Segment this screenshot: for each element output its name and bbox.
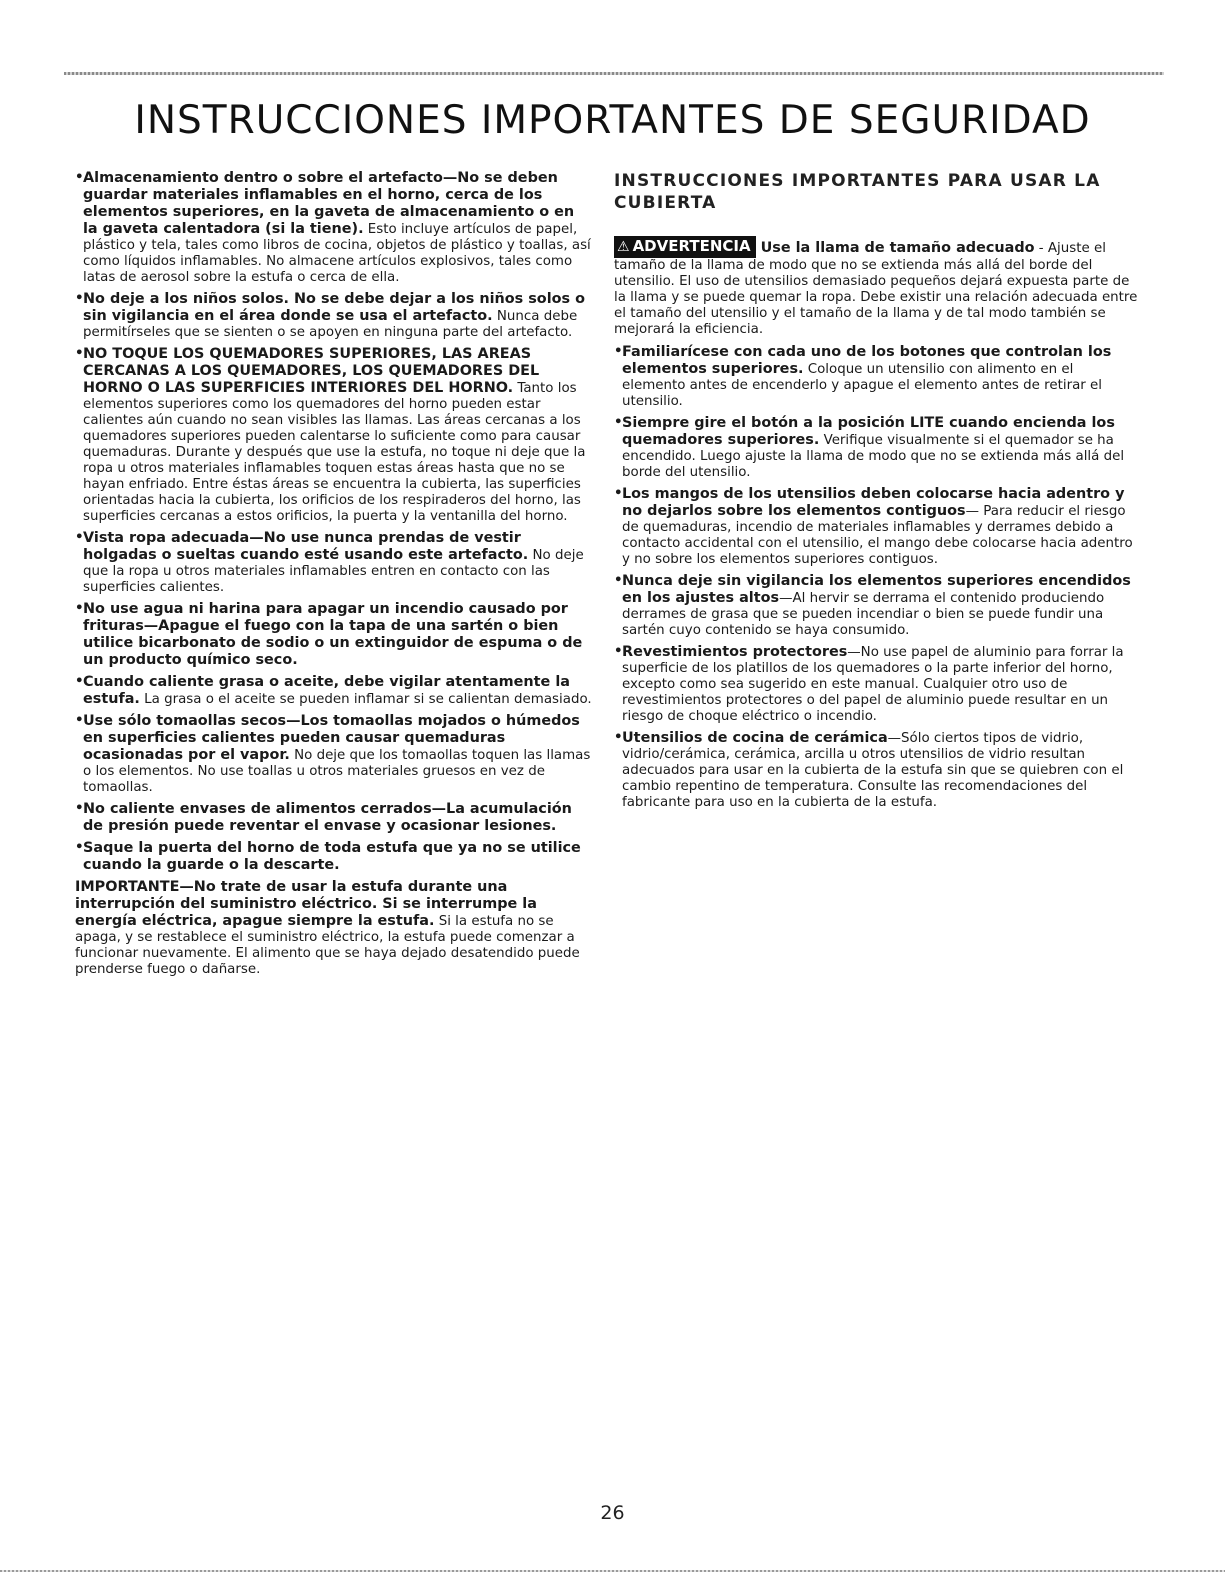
cooktop-item-lite-position — [614, 415, 1138, 481]
bullet-icon: • — [75, 674, 84, 689]
item-body: —No use papel de aluminio para forrar la superficie de los platillos de los quemadores o la parte inferior del horno, excepto como sea sugerido en este manual. Cualquier otro uso de revestimientos protectores o del papel de aluminio puede resultar en un riesgo de choque eléctrico o incendio. — [622, 645, 1124, 724]
item-lead: NO TOQUE LOS QUEMADORES SUPERIORES, LAS AREAS CERCANAS A LOS QUEMADORES, LOS QUEMADORES DEL HORNO O LAS SUPERFICIES INTERIORES DEL HORNO. — [83, 346, 540, 396]
item-lead: Almacenamiento dentro o sobre el artefacto—No se deben guardar materiales inflamables en el horno, cerca de los elementos superiores, en la gaveta de almacenamiento o en la gaveta calentadora (si la tiene). — [83, 170, 575, 237]
cooktop-item-handles — [614, 486, 1138, 568]
item-body: Tanto los elementos superiores como los quemadores del horno pueden estar calientes aún cuando no sean visibles las llamas. Las áreas cercanas a los quemadores superiores pueden calentarse lo suficiente como para causar quemaduras. Durante y después que use la estufa, no toque ni deje que la ropa u otros materiales inflamables toquen estas áreas hasta que no se hayan enfriado. Entre éstas áreas se encuentra la cubierta, las superficies orientadas hacia la cubierta, los orificios de los respiraderos del horno, las superficies cercanas a estos orificios, la puerta y la ventanilla del horno. — [83, 381, 586, 524]
item-lead: Los mangos de los utensilios deben colocarse hacia adentro y no dejarlos sobre los elementos contiguos — [622, 486, 1125, 519]
item-lead: Siempre gire el botón a la posición LITE cuando encienda los quemadores superiores. — [622, 415, 1115, 448]
item-body: La grasa o el aceite se pueden inflamar si se calientan demasiado. — [139, 692, 592, 707]
cooktop-item-controls — [614, 344, 1138, 410]
bullet-icon: • — [614, 344, 623, 359]
bullet-icon: • — [75, 346, 84, 361]
bullet-icon: • — [614, 644, 623, 659]
page-title: INSTRUCCIONES IMPORTANTES DE SEGURIDAD — [134, 98, 1091, 143]
item-body: Nunca debe permitírseles que se sienten o se apoyen en ninguna parte del artefacto. — [83, 309, 578, 340]
bullet-icon: • — [614, 486, 623, 501]
left-column — [75, 170, 593, 984]
bullet-icon: • — [614, 573, 623, 588]
item-lead: Familiarícese con cada uno de los botones que controlan los elementos superiores. — [622, 344, 1112, 377]
important-power-outage — [75, 879, 593, 978]
safety-item-storage — [75, 170, 593, 286]
bullet-icon: • — [75, 801, 84, 816]
right-column — [614, 170, 1138, 816]
warning-lead: Use la llama de tamaño adecuado — [760, 240, 1035, 256]
safety-item-heating-oil — [75, 674, 593, 708]
cooktop-item-liners — [614, 644, 1138, 725]
item-lead: Utensilios de cocina de cerámica — [622, 730, 888, 746]
item-body: No deje que los tomaollas toquen las llamas o los elementos. No use toallas u otros materiales gruesos en vez de tomaollas. — [83, 748, 591, 795]
safety-item-potholders — [75, 713, 593, 796]
item-body: — Para reducir el riesgo de quemaduras, incendio de materiales inflamables y derrames debido a contacto accidental con el utensilio, el mango debe colocarse hacia adentro y no sobre los elementos superiores contiguos. — [622, 504, 1133, 567]
safety-item-clothing — [75, 530, 593, 596]
item-lead: No deje a los niños solos. No se debe dejar a los niños solos o sin vigilancia en el área donde se usa el artefacto. — [83, 291, 585, 324]
item-lead: Revestimientos protectores — [622, 644, 848, 660]
important-body: Si la estufa no se apaga, y se restablece el suministro eléctrico, la estufa puede comenzar a funcionar nuevamente. El alimento que se haya dejado desatendido puede prenderse fuego o dañarse. — [75, 914, 580, 977]
item-lead: No use agua ni harina para apagar un incendio causado por frituras—Apague el fuego con la tapa de una sartén o bien utilice bicarbonato de sodio o un extinguidor de espuma o de un producto químico seco. — [83, 601, 583, 668]
page-number: 26 — [600, 1502, 625, 1524]
important-lead: IMPORTANTE—No trate de usar la estufa durante una interrupción del suministro eléctrico. Si se interrumpe la energía eléctrica, apague siempre la estufa. — [75, 879, 537, 929]
safety-item-oven-door — [75, 840, 593, 874]
item-lead: Vista ropa adecuada—No use nunca prendas de vestir holgadas o sueltas cuando esté usando este artefacto. — [83, 530, 529, 563]
item-lead: No caliente envases de alimentos cerrados—La acumulación de presión puede reventar el envase y ocasionar lesiones. — [83, 801, 572, 834]
bottom-rule — [0, 1570, 1225, 1572]
item-body: —Sólo ciertos tipos de vidrio, vidrio/cerámica, cerámica, arcilla u otros utensilios de vidrio resultan adecuados para usar en la cubierta de la estufa sin que se quiebren con el cambio repentino de temperatura. Consulte las recomendaciones del fabricante para uso en la cubierta de la estufa. — [622, 731, 1124, 810]
safety-item-do-not-touch — [75, 346, 593, 525]
warning-paragraph — [614, 236, 1138, 338]
bullet-icon: • — [75, 291, 84, 306]
item-lead: Saque la puerta del horno de toda estufa que ya no se utilice cuando la guarde o la descarte. — [83, 840, 581, 873]
item-lead: Use sólo tomaollas secos—Los tomaollas mojados o húmedos en superficies calientes pueden causar quemaduras ocasionadas por el vapor. — [83, 713, 580, 763]
safety-item-children — [75, 291, 593, 341]
item-body: Verifique visualmente si el quemador se ha encendido. Luego ajuste la llama de modo que no se extienda más allá del borde del utensilio. — [622, 433, 1125, 480]
item-body: —Al hervir se derrama el contenido produciendo derrames de grasa que se pueden incendiar o bien se puede fundir una sartén cuyo contenido se haya consumido. — [622, 591, 1105, 638]
bullet-icon: • — [75, 713, 84, 728]
bullet-icon: • — [75, 530, 84, 545]
warning-triangle-icon: ⚠ — [617, 239, 630, 255]
bullet-icon: • — [75, 601, 84, 616]
bullet-icon: • — [614, 415, 623, 430]
item-body: Coloque un utensilio con alimento en el elemento antes de encenderlo y apague el elemento antes de retirar el utensilio. — [622, 362, 1103, 409]
bullet-icon: • — [614, 730, 623, 745]
bullet-icon: • — [75, 840, 84, 855]
warning-badge-label: ADVERTENCIA — [632, 237, 751, 255]
item-lead: Nunca deje sin vigilancia los elementos superiores encendidos en los ajustes altos — [622, 573, 1131, 606]
item-body: Esto incluye artículos de papel, plástico y tela, tales como libros de cocina, objetos de plástico y toallas, así como líquidos inflamables. No almacene artículos explosivos, tales como latas de aerosol sobre la estufa o cerca de ella. — [83, 222, 591, 285]
cooktop-item-ceramic-cookware — [614, 730, 1138, 811]
warning-body: - Ajuste el tamaño de la llama de modo que no se extienda más allá del borde del utensilio. El uso de utensilios demasiado pequeños dejará expuesta parte de la llama y se puede quemar la ropa. Debe existir una relación adecuada entre el tamaño del utensilio y el tamaño de la llama y de tal modo también se mejorará la eficiencia. — [614, 241, 1138, 337]
warning-badge — [614, 236, 756, 258]
safety-item-sealed-containers — [75, 801, 593, 835]
top-rule — [64, 72, 1164, 75]
section-heading: INSTRUCCIONES IMPORTANTES PARA USAR LA CUBIERTA — [614, 171, 1101, 213]
bullet-icon: • — [75, 170, 84, 185]
item-body: No deje que la ropa u otros materiales inflamables entren en contacto con las superficies calientes. — [83, 548, 584, 595]
safety-item-grease-fire — [75, 601, 593, 669]
item-lead: Cuando caliente grasa o aceite, debe vigilar atentamente la estufa. — [83, 674, 570, 707]
cooktop-item-unattended — [614, 573, 1138, 639]
